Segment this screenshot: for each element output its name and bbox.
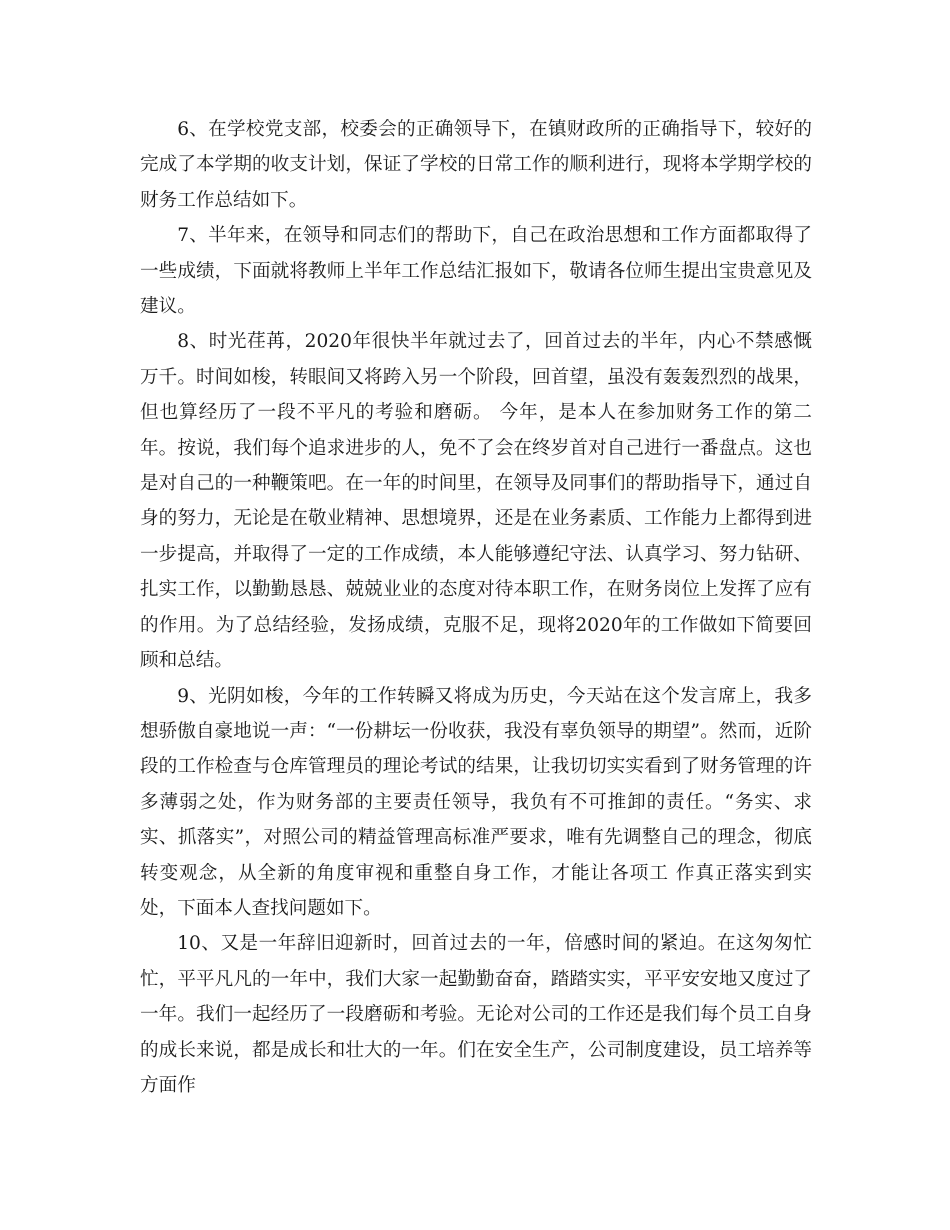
paragraph-8: 8、时光荏苒，2020年很快半年就过去了，回首过去的半年，内心不禁感慨万千。时间如梭，转眼间又将跨入另一个阶段，回首望，虽没有轰轰烈烈的战果，但也算经历了一段不平凡的考验和磨砺。 今年，是本人在参加财务工作的第二年。按说，我们每个追求进步的人，免不了会在终岁首对自己进行一番盘点。这也是对自己的一种鞭策吧。在一年的时间里，在领导及同事们的帮助指导下，通过自身的努力，无论是在敬业精神、思想境界，还是在业务素质、工作能力上都得到进一步提高，并取得了一定的工作成绩，本人能够遵纪守法、认真学习、努力钻研、扎实工作，以勤勤恳恳、兢兢业业的态度对待本职工作，在财务岗位上发挥了应有的作用。为了总结经验，发扬成绩，克服不足，现将2020年的工作做如下简要回顾和总结。 — [140, 331, 812, 672]
document-body — [140, 112, 812, 1103]
paragraph-9: 9、光阴如梭，今年的工作转瞬又将成为历史，今天站在这个发言席上，我多想骄傲自豪地说一声：“一份耕坛一份收获，我没有辜负领导的期望”。然而，近阶段的工作检查与仓库管理员的理论考试的结果，让我切切实实看到了财务管理的许多薄弱之处，作为财务部的主要责任领导，我负有不可推卸的责任。“务实、求实、抓落实”，对照公司的精益管理高标准严要求，唯有先调整自己的理念，彻底转变观念，从全新的角度审视和重整自身工作，才能让各项工 作真正落实到实处，下面本人查找问题如下。 — [140, 685, 812, 919]
paragraph-7: 7、半年来，在领导和同志们的帮助下，自己在政治思想和工作方面都取得了一些成绩，下面就将教师上半年工作总结汇报如下，敬请各位师生提出宝贵意见及建议。 — [140, 225, 812, 318]
paragraph-10: 10、又是一年辞旧迎新时，回首过去的一年，倍感时间的紧迫。在这匆匆忙忙，平平凡凡的一年中，我们大家一起勤勤奋奋，踏踏实实，平平安安地又度过了一年。我们一起经历了一段磨砺和考验。无论对公司的工作还是我们每个员工自身的成长来说，都是成长和壮大的一年。们在安全生产，公司制度建设，员工培养等方面作 — [140, 933, 812, 1096]
paragraph-6: 6、在学校党支部，校委会的正确领导下，在镇财政所的正确指导下，较好的完成了本学期的收支计划，保证了学校的日常工作的顺利进行，现将本学期学校的财务工作总结如下。 — [140, 119, 812, 211]
